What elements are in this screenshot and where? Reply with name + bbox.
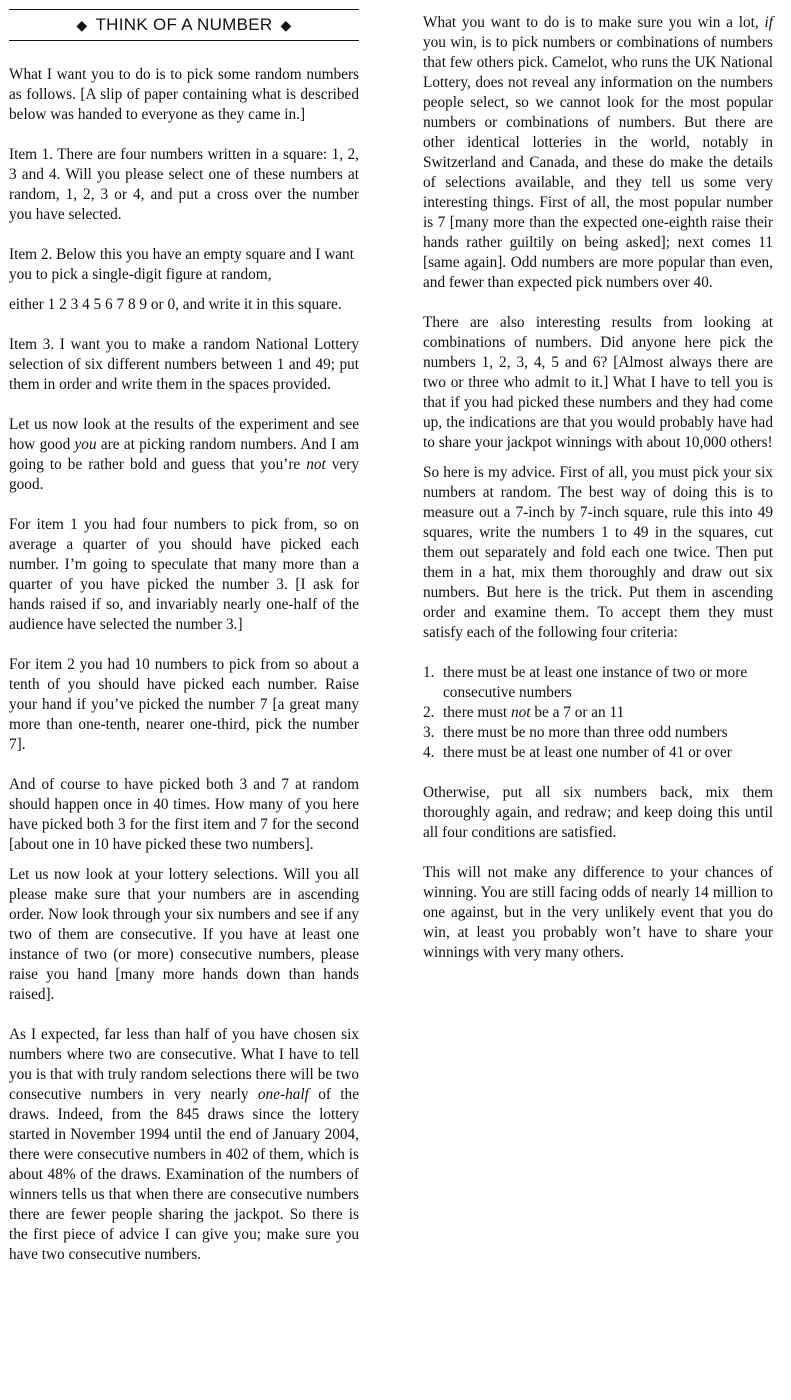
diamond-icon: ◆	[280, 17, 292, 33]
paragraph: And of course to have picked both 3 and 7 at random should happen once in 40 times. How many of you here have picked both 3 for the first item and 7 for the second [about one in 10 have picked these two numbers].	[9, 776, 359, 853]
page-title: THINK OF A NUMBER	[95, 15, 273, 34]
paragraph: This will not make any difference to your chances of winning. You are still facing odds of nearly 14 million to one against, but in the very unlikely event that you do win, at least you probably won’t have to share your winnings with very many others.	[423, 864, 773, 961]
paragraph: Item 2. Below this you have an empty square and I want you to pick a single-digit figure at random,	[9, 246, 354, 283]
list-item: 3. there must be no more than three odd numbers	[423, 724, 728, 741]
emphasis: one-half	[257, 1086, 309, 1103]
paragraph: There are also interesting results from looking at combinations of numbers. Did anyone here pick the numbers 1, 2, 3, 4, 5 and 6? [Almost always there are two or three who admit to it.] What I have to tell you is that if you had picked these numbers and they had come up, the indications are that you would probably have had to share your jackpot winnings with about 10,000 others!	[423, 314, 773, 451]
diamond-icon: ◆	[76, 17, 88, 33]
paragraph: As I expected, far less than half of you have chosen six numbers where two are consecutive. What I have to tell you is that with truly random selections there will be two consecutive numbers in very nearly one-half of the draws. Indeed, from the 845 draws since the lottery started in November 1994 until the end of January 2004, there were consecutive numbers in 402 of them, which is about 48% of the draws. Examination of the numbers of winners tells us that when there are consecutive numbers there are fewer people sharing the jackpot. So there is the first piece of advice I can give you; make sure you have two consecutive numbers.	[9, 1026, 359, 1263]
emphasis: not	[510, 704, 531, 721]
paragraph: Item 3. I want you to make a random National Lottery selection of six different numbers between 1 and 49; put them in order and write them in the spaces provided.	[9, 336, 359, 393]
list-item: 1. there must be at least one instance of two or more consecutive numbers	[423, 664, 748, 701]
paragraph: Otherwise, put all six numbers back, mix them thoroughly again, and redraw; and keep doing this until all four conditions are satisfied.	[423, 784, 773, 841]
title-box	[9, 9, 359, 41]
criteria-list	[423, 663, 773, 763]
paragraph: So here is my advice. First of all, you must pick your six numbers at random. The best way of doing this is to measure out a 7-inch by 7-inch square, rule this into 49 squares, write the numbers 1 to 49 in the squares, cut them out separately and fold each one twice. Then put them in a hat, mix them thoroughly and draw out six numbers. But here is the trick. Put them in ascending order and examine them. To accept them they must satisfy each of the following four criteria:	[423, 464, 773, 641]
emphasis: you	[74, 436, 97, 453]
paragraph: For item 2 you had 10 numbers to pick from so about a tenth of you should have picked each number. Raise your hand if you’ve picked the number 7 [a great many more than one-tenth, nearer one-third, pick the number 7].	[9, 656, 359, 753]
emphasis: not	[306, 456, 326, 473]
left-column	[9, 0, 359, 1265]
paragraph: either 1 2 3 4 5 6 7 8 9 or 0, and write it in this square.	[9, 296, 342, 313]
list-item: 4. there must be at least one number of 41 or over	[423, 744, 732, 761]
paragraph: For item 1 you had four numbers to pick from, so on average a quarter of you should have picked each number. I’m going to speculate that many more than a quarter of you have picked the number 3. [I ask for hands raised if so, and invariably nearly one-half of the audience have selected the number 3.]	[9, 516, 359, 633]
right-column	[423, 0, 773, 963]
paragraph: Let us now look at the results of the experiment and see how good you are at picking random numbers. And I am going to be rather bold and guess that you’re not very good.	[9, 416, 359, 493]
paragraph: Let us now look at your lottery selections. Will you all please make sure that your numbers are in ascending order. Now look through your six numbers and see if any two of them are consecutive. If you have at least one instance of two (or more) consecutive numbers, please raise you hand [many more hands down than hands raised].	[9, 866, 359, 1003]
emphasis: if	[764, 14, 773, 31]
paragraph: Item 1. There are four numbers written in a square: 1, 2, 3 and 4. Will you please select one of these numbers at random, 1, 2, 3 or 4, and put a cross over the number you have selected.	[9, 146, 359, 223]
paragraph: What you want to do is to make sure you win a lot, if you win, is to pick numbers or combinations of numbers that few others pick. Camelot, who runs the UK National Lottery, does not reveal any information on the numbers people select, so we cannot look for the most popular numbers or combinations of numbers. But there are other identical lotteries in the world, notably in Switzerland and Canada, and these do make the details of selections available, and they tell us some very interesting things. First of all, the most popular number is 7 [many more than the expected one-eighth raise their hands rather guiltily on being asked]; next comes 11 [same again]. Odd numbers are more popular than even, and fewer than expected pick numbers over 40.	[423, 14, 773, 291]
list-item: 2. there must not be a 7 or an 11	[423, 704, 625, 721]
paragraph: What I want you to do is to pick some random numbers as follows. [A slip of paper containing what is described below was handed to everyone as they came in.]	[9, 66, 359, 123]
